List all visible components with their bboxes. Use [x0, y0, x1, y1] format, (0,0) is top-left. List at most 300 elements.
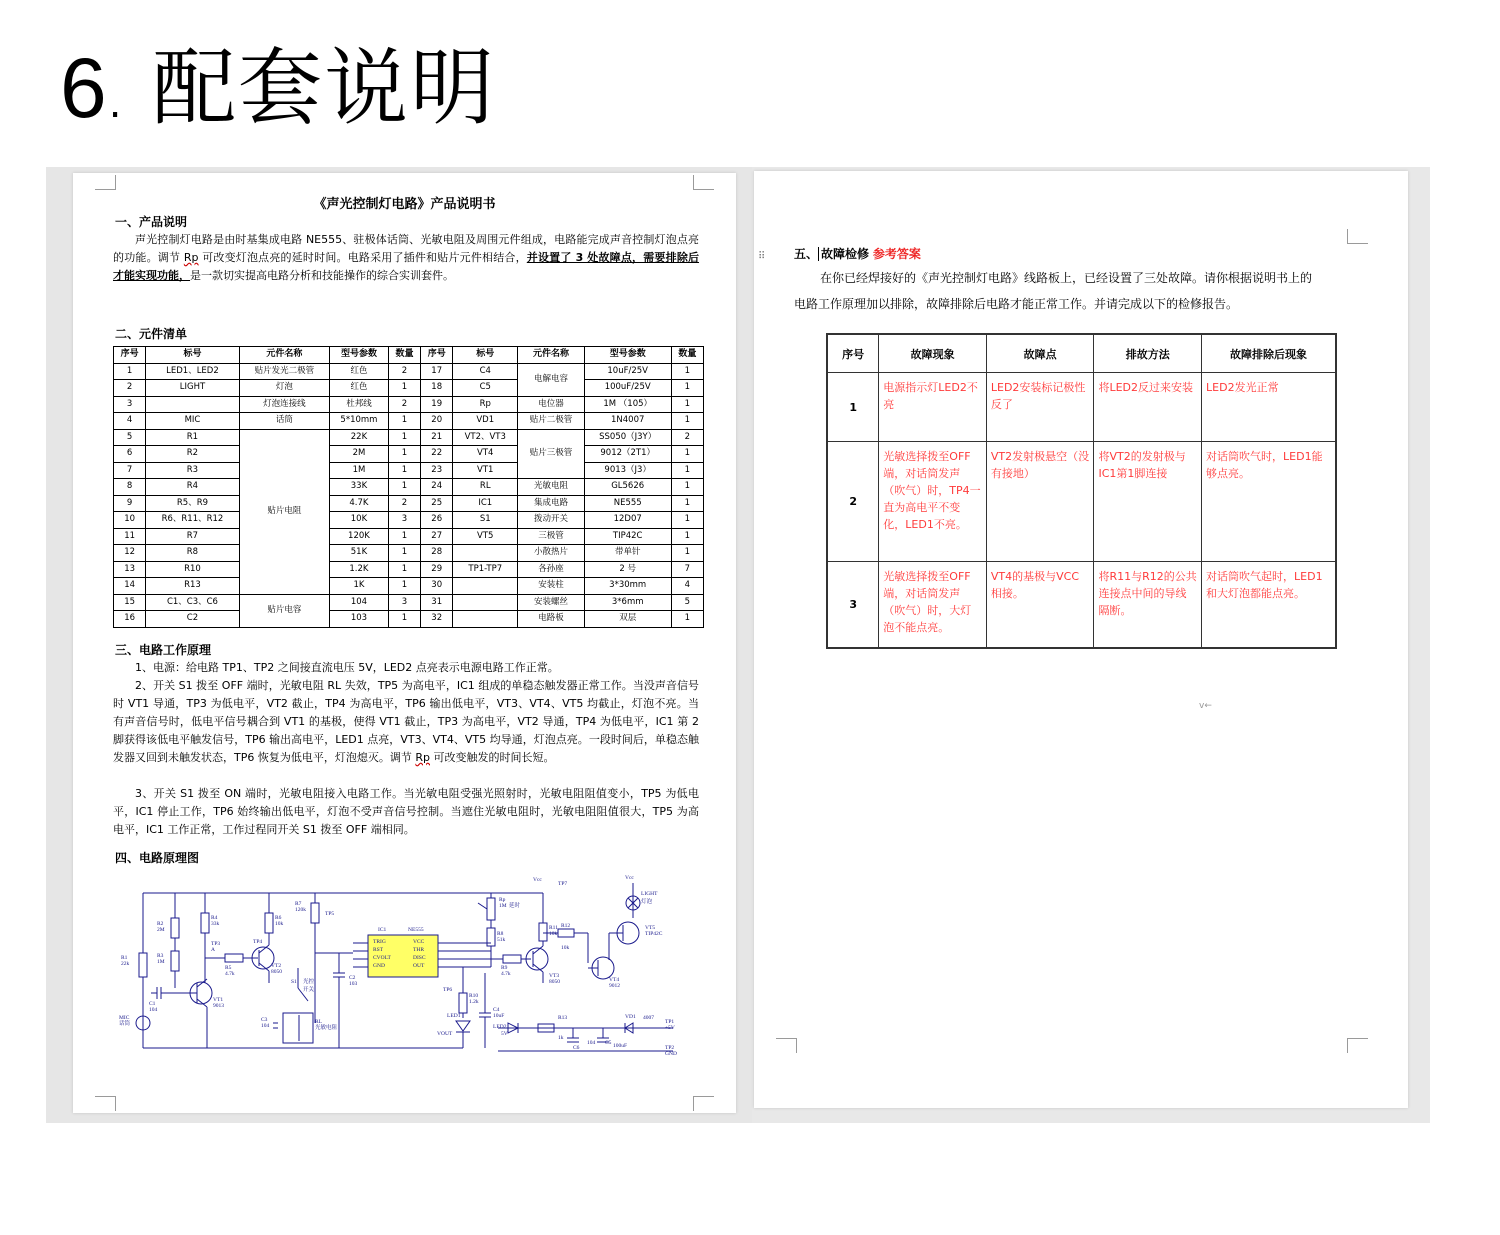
parts-cell: 5*10mm: [330, 413, 389, 430]
parts-cell: 双层: [584, 611, 671, 628]
parts-cell: LED1、LED2: [146, 363, 239, 380]
schematic-label: RL: [315, 1019, 323, 1025]
parts-cell: R8: [146, 545, 239, 562]
right-document-screenshot: [752, 167, 1430, 1123]
parts-cell: R7: [146, 528, 239, 545]
fault-header-cell: 排故方法: [1094, 334, 1202, 373]
schematic-label: LED2: [493, 1024, 507, 1030]
parts-cell: 18: [421, 380, 453, 397]
fault-cell-point: VT4的基极与VCC相接。: [986, 562, 1094, 648]
parts-cell: 2M: [330, 446, 389, 463]
parts-cell: R1: [146, 429, 239, 446]
schematic-label: 9012: [609, 983, 620, 989]
parts-cell: 19: [421, 396, 453, 413]
schematic-label: 10uF: [493, 1013, 505, 1019]
parts-cell: 话筒: [239, 413, 329, 430]
parts-cell: 100uF/25V: [584, 380, 671, 397]
schematic-label: TP7: [558, 881, 568, 887]
parts-cell: 红色: [330, 380, 389, 397]
schematic-label: TP5: [325, 911, 335, 917]
parts-cell: 贴片三极管: [518, 429, 585, 479]
principle-p2-end: 可改变触发的时间长短。: [429, 751, 555, 764]
parts-cell: 1: [388, 479, 420, 496]
parts-cell: 120K: [330, 528, 389, 545]
parts-cell: 1: [671, 545, 703, 562]
schematic-label: 1M: [157, 959, 165, 965]
parts-cell: 2 号: [584, 561, 671, 578]
fault-table-header: [827, 334, 1336, 373]
fault-cell-point: LED2安装标记极性反了: [986, 373, 1094, 442]
parts-cell: 27: [421, 528, 453, 545]
parts-cell: 1: [388, 561, 420, 578]
parts-cell: 15: [114, 594, 146, 611]
fault-table-row: [827, 373, 1336, 442]
parts-header-cell: 数量: [671, 347, 703, 364]
parts-cell: 杜邦线: [330, 396, 389, 413]
parts-cell: 光敏电阻: [518, 479, 585, 496]
parts-cell: 2: [114, 380, 146, 397]
parts-cell: 1: [388, 528, 420, 545]
heading-number: 6: [60, 41, 109, 135]
parts-cell: 1: [671, 528, 703, 545]
parts-table-row: [114, 512, 704, 529]
parts-header-cell: 序号: [421, 347, 453, 364]
schematic-label: TP2: [665, 1045, 675, 1051]
parts-cell: RL: [453, 479, 518, 496]
parts-cell: 7: [114, 462, 146, 479]
schematic-label: Vcc: [625, 875, 634, 881]
schematic-label: C6: [573, 1045, 580, 1051]
parts-cell: GL5626: [584, 479, 671, 496]
schematic-label: 103: [349, 981, 358, 987]
schematic-label: 10k: [275, 921, 284, 927]
parts-cell: 2: [388, 396, 420, 413]
parts-cell: 26: [421, 512, 453, 529]
parts-cell: VT5: [453, 528, 518, 545]
schematic-label: 1.2k: [469, 999, 479, 1005]
parts-cell: C4: [453, 363, 518, 380]
schematic-label: IC1: [378, 927, 387, 933]
fault-cell-after: LED2发光正常: [1202, 373, 1336, 442]
parts-cell: 1: [671, 512, 703, 529]
schematic-label: 104: [587, 1040, 596, 1046]
left-document-screenshot: [46, 167, 754, 1123]
schematic-label: DISC: [413, 955, 426, 961]
paragraph-mark: v←: [1199, 701, 1212, 711]
schematic-label: 120k: [295, 907, 306, 913]
crop-mark: [95, 1096, 116, 1111]
parts-cell: 9013（J3）: [584, 462, 671, 479]
schematic-label: 灯泡: [641, 899, 653, 905]
parts-cell: S1: [453, 512, 518, 529]
parts-table-row: [114, 429, 704, 446]
parts-cell: 4.7K: [330, 495, 389, 512]
schematic-label: TP1: [665, 1019, 675, 1025]
parts-cell: C5: [453, 380, 518, 397]
fault-cell-method: 将VT2的发射极与IC1第1脚连接: [1094, 442, 1202, 562]
schematic-label: 1M: [499, 903, 507, 909]
schematic-label: CVOLT: [373, 955, 391, 961]
parts-cell: 22: [421, 446, 453, 463]
parts-cell: C1、C3、C6: [146, 594, 239, 611]
parts-cell: 1: [671, 413, 703, 430]
parts-cell: MIC: [146, 413, 239, 430]
principle-p2-text: 2、开关 S1 拨至 OFF 端时，光敏电阻 RL 失效，TP5 为高电平，IC1 组成的单稳态触发器正常工作。当没声音信号时 VT1 导通，TP3 为低电平，VT2 截止，TP4 为高电平，TP6 输出低电平，VT3、VT4、VT5 均截止，灯泡不亮。当有声音信号时，低电平信号耦合到 VT1 的基极，使得 VT1 截止，TP3 为高电平，VT2 导通，TP4 为低电平，IC1 第 2 脚获得该低电平触发信号，TP6 输出高电平，LED1 点亮，VT3、VT4、VT5 均导通，灯泡点亮。一段时间后，单稳态触发器又回到未触发状态，TP6 恢复为低电平，灯泡熄灭。调节: [113, 679, 699, 764]
parts-header-cell: 标号: [453, 347, 518, 364]
schematic-label: 延时: [509, 903, 521, 909]
parts-cell: VT1: [453, 462, 518, 479]
schematic-label: LED1: [447, 1013, 461, 1019]
parts-cell: C2: [146, 611, 239, 628]
schematic-label: Vcc: [533, 877, 542, 883]
parts-cell: 带单针: [584, 545, 671, 562]
parts-cell: R6、R11、R12: [146, 512, 239, 529]
parts-cell: 10uF/25V: [584, 363, 671, 380]
parts-cell: 灯泡: [239, 380, 329, 397]
schematic-label: NE555: [408, 927, 424, 933]
schematic-label: 5V: [501, 1031, 508, 1037]
parts-cell: 2: [388, 363, 420, 380]
schematic-label: VT5: [645, 925, 656, 931]
drag-handle-icon[interactable]: ⠿: [758, 251, 766, 262]
fault-cell-phenomenon: 电源指示灯LED2不亮: [879, 373, 987, 442]
parts-table-body: [114, 363, 704, 627]
parts-cell: TIP42C: [584, 528, 671, 545]
principle-p2: [113, 677, 699, 767]
parts-cell: 贴片电容: [239, 594, 329, 627]
parts-cell: 1K: [330, 578, 389, 595]
parts-cell: 三极管: [518, 528, 585, 545]
fault-cell-phenomenon: 光敏选择拨至OFF端，对话筒发声（吹气）时，TP4一直为高电平不变化，LED1不亮。: [879, 442, 987, 562]
parts-table-row: [114, 413, 704, 430]
schematic-label: R12: [561, 923, 571, 929]
parts-cell: 1: [388, 446, 420, 463]
schematic-label: R8: [497, 931, 504, 937]
parts-cell: R3: [146, 462, 239, 479]
schematic-label: 光控: [303, 979, 315, 985]
parts-cell: 21: [421, 429, 453, 446]
schematic-label: TP6: [443, 987, 453, 993]
parts-cell: 1: [671, 380, 703, 397]
schematic-label: 4007: [643, 1015, 654, 1021]
schematic-label: A: [211, 947, 215, 953]
parts-header-cell: 型号参数: [330, 347, 389, 364]
parts-cell: 24: [421, 479, 453, 496]
parts-cell: 1: [671, 462, 703, 479]
schematic-label: VT4: [609, 977, 620, 983]
desc-text-1: 声光控制灯电路是由时基集成电路 NE555、驻极体话筒、光敏电阻及周围元件组成，电路能完成声音控制灯泡点亮的功能。调节: [113, 233, 699, 264]
schematic-label: 100uF: [613, 1043, 628, 1049]
schematic-label: RST: [373, 947, 384, 953]
crop-mark: [1347, 229, 1368, 244]
parts-table-row: [114, 594, 704, 611]
parts-cell: 1: [671, 446, 703, 463]
parts-cell: 安装柱: [518, 578, 585, 595]
parts-cell: 31: [421, 594, 453, 611]
parts-cell: SS050（J3Y）: [584, 429, 671, 446]
schematic-label: 22k: [121, 961, 130, 967]
parts-table-row: [114, 545, 704, 562]
parts-cell: 1.2K: [330, 561, 389, 578]
principle-p1: 1、电源：给电路 TP1、TP2 之间接直流电压 5V，LED2 点亮表示电源电路工作正常。: [135, 661, 559, 674]
fault-table-row: [827, 442, 1336, 562]
parts-cell: 5: [671, 594, 703, 611]
fault-cell-point: VT2发射极悬空（没有接地）: [986, 442, 1094, 562]
schematic-label: VT2: [271, 963, 282, 969]
parts-cell: 22K: [330, 429, 389, 446]
schematic-label: OUT: [413, 963, 425, 969]
schematic-label: MIC: [119, 1015, 130, 1021]
schematic-label: VT1: [213, 997, 224, 1003]
parts-table-row: [114, 578, 704, 595]
parts-cell: [146, 396, 239, 413]
parts-cell: 25: [421, 495, 453, 512]
section-1-title: 一、产品说明: [115, 215, 188, 229]
parts-cell: NE555: [584, 495, 671, 512]
parts-cell: 贴片电阻: [239, 429, 329, 594]
parts-cell: VT4: [453, 446, 518, 463]
parts-cell: 13: [114, 561, 146, 578]
parts-cell: 103: [330, 611, 389, 628]
circuit-schematic: [113, 873, 713, 1073]
schematic-label: R3: [157, 953, 164, 959]
parts-table-row: [114, 380, 704, 397]
parts-cell: 1: [671, 611, 703, 628]
parts-cell: 104: [330, 594, 389, 611]
schematic-label: R4: [211, 915, 218, 921]
reference-answer-label: 参考答案: [872, 247, 921, 261]
parts-cell: 1: [388, 611, 420, 628]
parts-header-cell: 型号参数: [584, 347, 671, 364]
parts-cell: 29: [421, 561, 453, 578]
parts-cell: 电路板: [518, 611, 585, 628]
parts-cell: 1: [388, 462, 420, 479]
desc-underline: 并设置了 3 处故障点，需要排除后才能实现功能，: [113, 251, 700, 282]
parts-table-row: [114, 495, 704, 512]
principle-p2-rp: Rp: [415, 751, 430, 764]
parts-cell: 8: [114, 479, 146, 496]
heading-dot: .: [108, 81, 124, 127]
left-document-page: [73, 173, 736, 1113]
schematic-label: GND: [665, 1051, 677, 1057]
parts-cell: 1: [388, 578, 420, 595]
parts-cell: R5、R9: [146, 495, 239, 512]
schematic-label: GND: [373, 963, 385, 969]
schematic-label: 2M: [157, 927, 165, 933]
parts-cell: 6: [114, 446, 146, 463]
parts-header-cell: 标号: [146, 347, 239, 364]
schematic-label: S1: [291, 979, 297, 985]
parts-cell: 各孙座: [518, 561, 585, 578]
section-heading: [60, 38, 496, 154]
parts-cell: 4: [114, 413, 146, 430]
parts-cell: 3: [388, 594, 420, 611]
heading-title: 配套说明: [152, 39, 497, 137]
parts-cell: 32: [421, 611, 453, 628]
desc-text-3: 是一款切实提高电路分析和技能操作的综合实训套件。: [190, 269, 454, 282]
principle-p3: 3、开关 S1 拨至 ON 端时，光敏电阻接入电路工作。当光敏电阻受强光照射时，光敏电阻阻值变小，TP5 为低电平，IC1 停止工作，TP6 始终输出低电平，灯泡不受声音信号控制。当遮住光敏电阻时，光敏电阻阻值很大，TP5 为高电平，IC1 工作正常，工作过程同开关 S1 拨至 OFF 端相同。: [113, 787, 699, 836]
fault-header-cell: 故障现象: [879, 334, 987, 373]
parts-table-row: [114, 363, 704, 380]
parts-cell: 拨动开关: [518, 512, 585, 529]
parts-cell: 12: [114, 545, 146, 562]
schematic-label: +5V: [665, 1025, 675, 1031]
schematic-label: Rp: [499, 897, 506, 903]
parts-cell: 1: [388, 545, 420, 562]
parts-cell: 51K: [330, 545, 389, 562]
parts-cell: 集成电路: [518, 495, 585, 512]
fault-cell-phenomenon: 光敏选择拨至OFF端，对话筒发声（吹气）时，大灯泡不能点亮。: [879, 562, 987, 648]
parts-table-row: [114, 479, 704, 496]
parts-cell: 30: [421, 578, 453, 595]
right-document-page: [754, 171, 1408, 1108]
schematic-label: 4.7k: [225, 971, 235, 977]
parts-cell: 17: [421, 363, 453, 380]
parts-cell: 1: [388, 413, 420, 430]
parts-cell: [453, 578, 518, 595]
crop-mark: [776, 1038, 797, 1053]
section-3-title: 三、电路工作原理: [115, 643, 212, 657]
parts-cell: VD1: [453, 413, 518, 430]
parts-cell: 5: [114, 429, 146, 446]
parts-cell: 小散热片: [518, 545, 585, 562]
parts-cell: LIGHT: [146, 380, 239, 397]
schematic-label: R5: [225, 965, 232, 971]
schematic-label: LIGHT: [641, 891, 658, 897]
parts-cell: 9: [114, 495, 146, 512]
schematic-label: 51k: [497, 937, 506, 943]
schematic-label: 104: [149, 1007, 158, 1013]
crop-mark: [95, 175, 116, 190]
parts-cell: R13: [146, 578, 239, 595]
schematic-label: R7: [295, 901, 302, 907]
parts-cell: 11: [114, 528, 146, 545]
parts-table-row: [114, 446, 704, 463]
schematic-label: 10k: [549, 931, 558, 937]
schematic-label: R10: [469, 993, 479, 999]
fault-header-cell: 序号: [827, 334, 879, 373]
schematic-label: VOUT: [437, 1031, 453, 1037]
parts-cell: 7: [671, 561, 703, 578]
parts-cell: 3*6mm: [584, 594, 671, 611]
parts-cell: IC1: [453, 495, 518, 512]
schematic-label: TP4: [253, 939, 263, 945]
parts-cell: 贴片二极管: [518, 413, 585, 430]
crop-mark: [1347, 1038, 1368, 1053]
parts-cell: 20: [421, 413, 453, 430]
parts-cell: 灯泡连接线: [239, 396, 329, 413]
schematic-label: R1: [121, 955, 128, 961]
parts-cell: 1: [671, 363, 703, 380]
parts-cell: 1: [114, 363, 146, 380]
parts-cell: 1N4007: [584, 413, 671, 430]
parts-cell: 3: [114, 396, 146, 413]
parts-cell: VT2、VT3: [453, 429, 518, 446]
schematic-label: 话筒: [119, 1021, 131, 1027]
parts-table-row: [114, 611, 704, 628]
parts-cell: 2: [388, 495, 420, 512]
parts-cell: R10: [146, 561, 239, 578]
schematic-label: 10k: [561, 945, 570, 951]
fault-cell-no: 2: [827, 442, 879, 562]
section-2-title: 二、元件清单: [115, 327, 188, 341]
parts-cell: 1: [671, 479, 703, 496]
schematic-label: TIP42C: [645, 931, 663, 937]
fault-intro-line2: 电路工作原理加以排除，故障排除后电路才能正常工作。并请完成以下的检修报告。: [794, 297, 1239, 311]
parts-header-cell: 数量: [388, 347, 420, 364]
fault-header-cell: 故障排除后现象: [1202, 334, 1336, 373]
schematic-label: 4.7k: [501, 971, 511, 977]
parts-cell: 2: [671, 429, 703, 446]
parts-table-row: [114, 396, 704, 413]
schematic-label: R13: [558, 1015, 568, 1021]
section-4-title: 四、电路原理图: [115, 851, 200, 865]
parts-table-row: [114, 561, 704, 578]
schematic-label: TRIG: [373, 939, 386, 945]
parts-table-row: [114, 462, 704, 479]
schematic-label: TP3: [211, 941, 221, 947]
parts-cell: 1: [388, 380, 420, 397]
schematic-label: VT3: [549, 973, 560, 979]
fault-intro-line1: 在你已经焊接好的《声光控制灯电路》线路板上，已经设置了三处故障。请你根据说明书上的: [820, 271, 1313, 285]
parts-header-cell: 序号: [114, 347, 146, 364]
parts-cell: 红色: [330, 363, 389, 380]
parts-cell: [453, 594, 518, 611]
parts-cell: [453, 611, 518, 628]
parts-cell: R4: [146, 479, 239, 496]
desc-text-2: 可改变灯泡点亮的延时时间。电路采用了插件和贴片元件相结合，: [198, 251, 527, 264]
schematic-label: 9013: [213, 1003, 224, 1009]
fault-cell-method: 将R11与R12的公共连接点中间的导线隔断。: [1094, 562, 1202, 648]
schematic-label: VD1: [625, 1014, 636, 1020]
parts-cell: 1M （105）: [584, 396, 671, 413]
parts-table-row: [114, 528, 704, 545]
schematic-label: 光敏电阻: [315, 1025, 338, 1031]
schematic-label: VCC: [413, 939, 425, 945]
parts-cell: 23: [421, 462, 453, 479]
parts-cell: 14: [114, 578, 146, 595]
schematic-label: 1k: [558, 1035, 564, 1041]
parts-cell: 1M: [330, 462, 389, 479]
schematic-label: 8050: [549, 979, 560, 985]
parts-header-cell: 元件名称: [518, 347, 585, 364]
parts-cell: 3*30mm: [584, 578, 671, 595]
schematic-label: C4: [493, 1007, 500, 1013]
parts-table: [113, 346, 704, 628]
parts-cell: 16: [114, 611, 146, 628]
parts-cell: 12D07: [584, 512, 671, 529]
document-title: 《声光控制灯电路》产品说明书: [313, 197, 496, 212]
fault-cell-after: 对话筒吹气时，LED1能够点亮。: [1202, 442, 1336, 562]
schematic-label: R2: [157, 921, 164, 927]
parts-cell: 10K: [330, 512, 389, 529]
schematic-label: 开关: [303, 987, 315, 993]
parts-cell: 电解电容: [518, 363, 585, 396]
section-5-label: 五、: [794, 247, 819, 261]
schematic-label: C3: [261, 1017, 268, 1023]
fault-report-table: [826, 333, 1337, 649]
crop-mark: [693, 175, 714, 190]
crop-mark: [693, 1096, 714, 1111]
schematic-label: C1: [149, 1001, 156, 1007]
schematic-label: 8050: [271, 969, 282, 975]
fault-cell-method: 将LED2反过来安装: [1094, 373, 1202, 442]
parts-cell: 3: [388, 512, 420, 529]
schematic-label: C2: [349, 975, 356, 981]
section-5-heading: [794, 245, 921, 262]
fault-header-cell: 故障点: [986, 334, 1094, 373]
fault-cell-no: 3: [827, 562, 879, 648]
